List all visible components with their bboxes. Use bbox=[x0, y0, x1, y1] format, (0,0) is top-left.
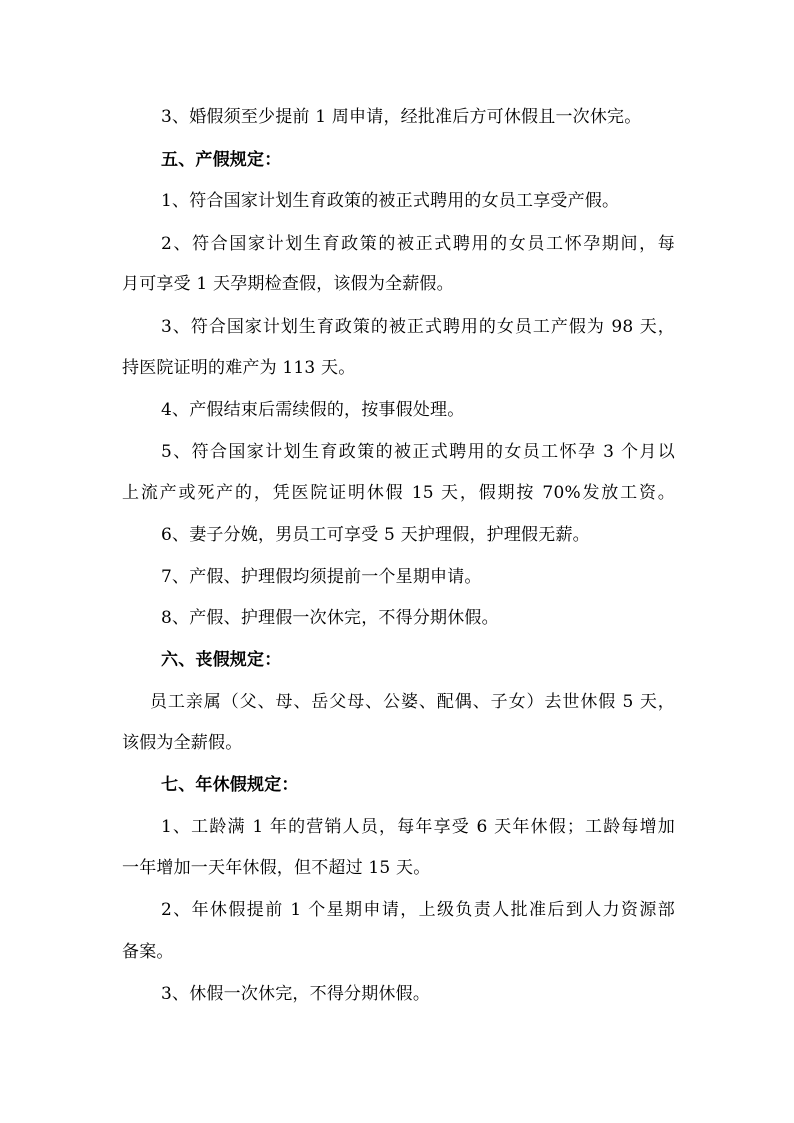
paragraph-annual-item-1-line-1: 1、工龄满 1 年的营销人员，每年享受 6 天年休假；工龄每增加 bbox=[161, 817, 675, 837]
paragraph-maternity-item-1: 1、符合国家计划生育政策的被正式聘用的女员工享受产假。 bbox=[161, 191, 620, 211]
paragraph-maternity-item-4: 4、产假结束后需续假的，按事假处理。 bbox=[161, 400, 465, 420]
paragraph-annual-item-2-line-2: 备案。 bbox=[122, 942, 174, 962]
paragraph-maternity-item-8: 8、产假、护理假一次休完，不得分期休假。 bbox=[161, 608, 499, 628]
paragraph-maternity-item-5-line-1: 5、符合国家计划生育政策的被正式聘用的女员工怀孕 3 个月以 bbox=[161, 442, 675, 462]
paragraph-annual-item-1-line-2: 一年增加一天年休假，但不超过 15 天。 bbox=[122, 858, 431, 878]
paragraph-maternity-item-3-line-2: 持医院证明的难产为 113 天。 bbox=[122, 358, 356, 378]
section-heading-annual-leave: 七、年休假规定： bbox=[161, 775, 299, 795]
paragraph-bereavement-line-1: 员工亲属（父、母、岳父母、公婆、配偶、子女）去世休假 5 天， bbox=[150, 692, 675, 712]
paragraph-maternity-item-3-line-1: 3、符合国家计划生育政策的被正式聘用的女员工产假为 98 天， bbox=[161, 317, 675, 337]
paragraph-annual-item-3: 3、休假一次休完，不得分期休假。 bbox=[161, 984, 431, 1004]
paragraph-maternity-item-5-line-2: 上流产或死产的，凭医院证明休假 15 天，假期按 70%发放工资。 bbox=[122, 483, 675, 503]
paragraph-bereavement-line-2: 该假为全薪假。 bbox=[122, 733, 243, 753]
paragraph-marriage-leave-item-3: 3、婚假须至少提前 1 周申请，经批准后方可休假且一次休完。 bbox=[161, 107, 642, 127]
paragraph-annual-item-2-line-1: 2、年休假提前 1 个星期申请，上级负责人批准后到人力资源部 bbox=[161, 900, 675, 920]
section-heading-bereavement-leave: 六、丧假规定： bbox=[161, 650, 282, 670]
paragraph-maternity-item-2-line-1: 2、符合国家计划生育政策的被正式聘用的女员工怀孕期间，每 bbox=[161, 234, 675, 254]
section-heading-maternity-leave: 五、产假规定： bbox=[161, 150, 282, 170]
paragraph-maternity-item-6: 6、妻子分娩，男员工可享受 5 天护理假，护理假无薪。 bbox=[161, 525, 590, 545]
paragraph-maternity-item-7: 7、产假、护理假均须提前一个星期申请。 bbox=[161, 567, 482, 587]
paragraph-maternity-item-2-line-2: 月可享受 1 天孕期检查假，该假为全薪假。 bbox=[122, 274, 454, 294]
